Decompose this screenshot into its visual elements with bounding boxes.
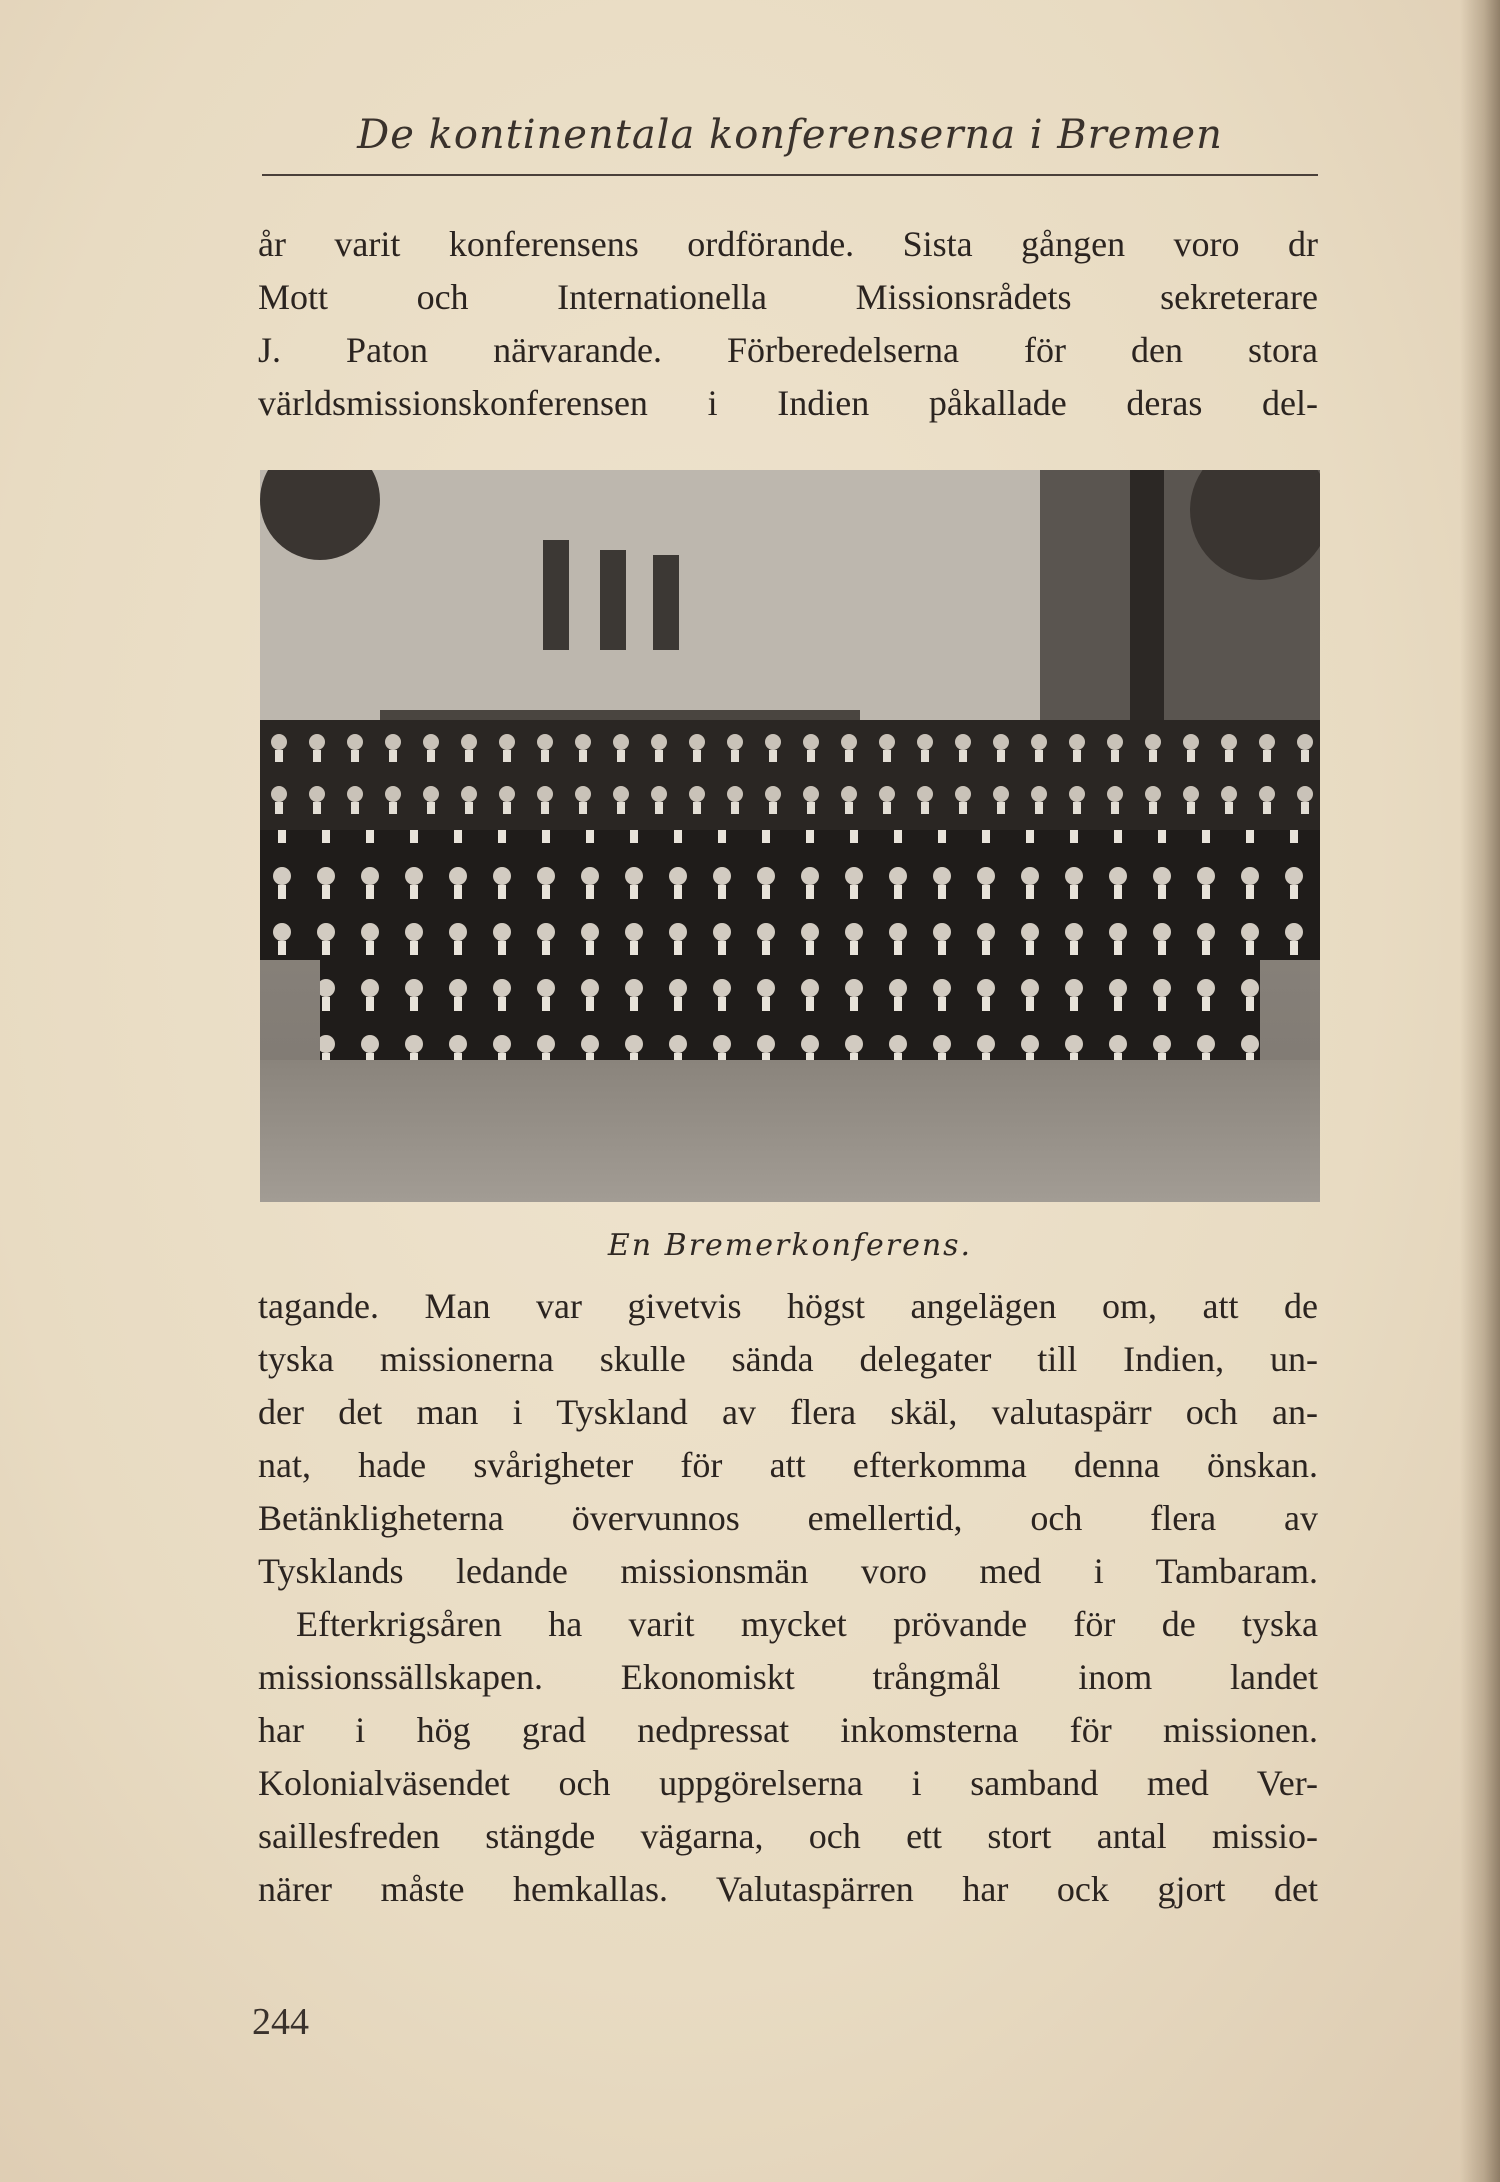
- text-line: har i hög grad nedpressat inkomsterna för missionen.: [258, 1710, 1318, 1750]
- text-line: år varit konferensens ordförande. Sista gången voro dr: [258, 224, 1318, 264]
- group-photograph: [260, 470, 1320, 1202]
- text-line: Kolonialväsendet och uppgörelserna i samband med Ver-: [258, 1763, 1318, 1803]
- text-line: Mott och Internationella Missionsrådets sekreterare: [258, 277, 1318, 317]
- paragraph-top: [258, 218, 1318, 430]
- text-line: världsmissionskonferensen i Indien påkallade deras del-: [258, 383, 1318, 423]
- running-head: De kontinentala konferenserna i Bremen: [357, 112, 1223, 158]
- text-line: nat, hade svårigheter för att efterkomma denna önskan.: [258, 1445, 1318, 1485]
- photo-caption: En Bremerkonferens.: [607, 1228, 973, 1263]
- text-line: tagande. Man var givetvis högst angelägen om, att de: [258, 1286, 1318, 1326]
- text-line: Efterkrigsåren ha varit mycket prövande för de tyska: [296, 1604, 1318, 1644]
- text-line: Betänkligheterna övervunnos emellertid, och flera av: [258, 1498, 1318, 1538]
- text-line: Tysklands ledande missionsmän voro med i Tambaram.: [258, 1551, 1318, 1591]
- page-number: 244: [252, 2001, 309, 2043]
- header-rule: [262, 174, 1318, 176]
- text-line: saillesfreden stängde vägarna, och ett stort antal missio-: [258, 1816, 1318, 1856]
- text-line: der det man i Tyskland av flera skäl, valutaspärr och an-: [258, 1392, 1318, 1432]
- text-line: tyska missionerna skulle sända delegater till Indien, un-: [258, 1339, 1318, 1379]
- text-line: missionssällskapen. Ekonomiskt trångmål inom landet: [258, 1657, 1318, 1697]
- text-line: närer måste hemkallas. Valutaspärren har ock gjort det: [258, 1869, 1318, 1909]
- book-spine-shadow: [1460, 0, 1500, 2182]
- text-line: J. Paton närvarande. Förberedelserna för den stora: [258, 330, 1318, 370]
- photo-illustration: [260, 470, 1320, 1202]
- paragraph-bottom: [258, 1280, 1318, 1916]
